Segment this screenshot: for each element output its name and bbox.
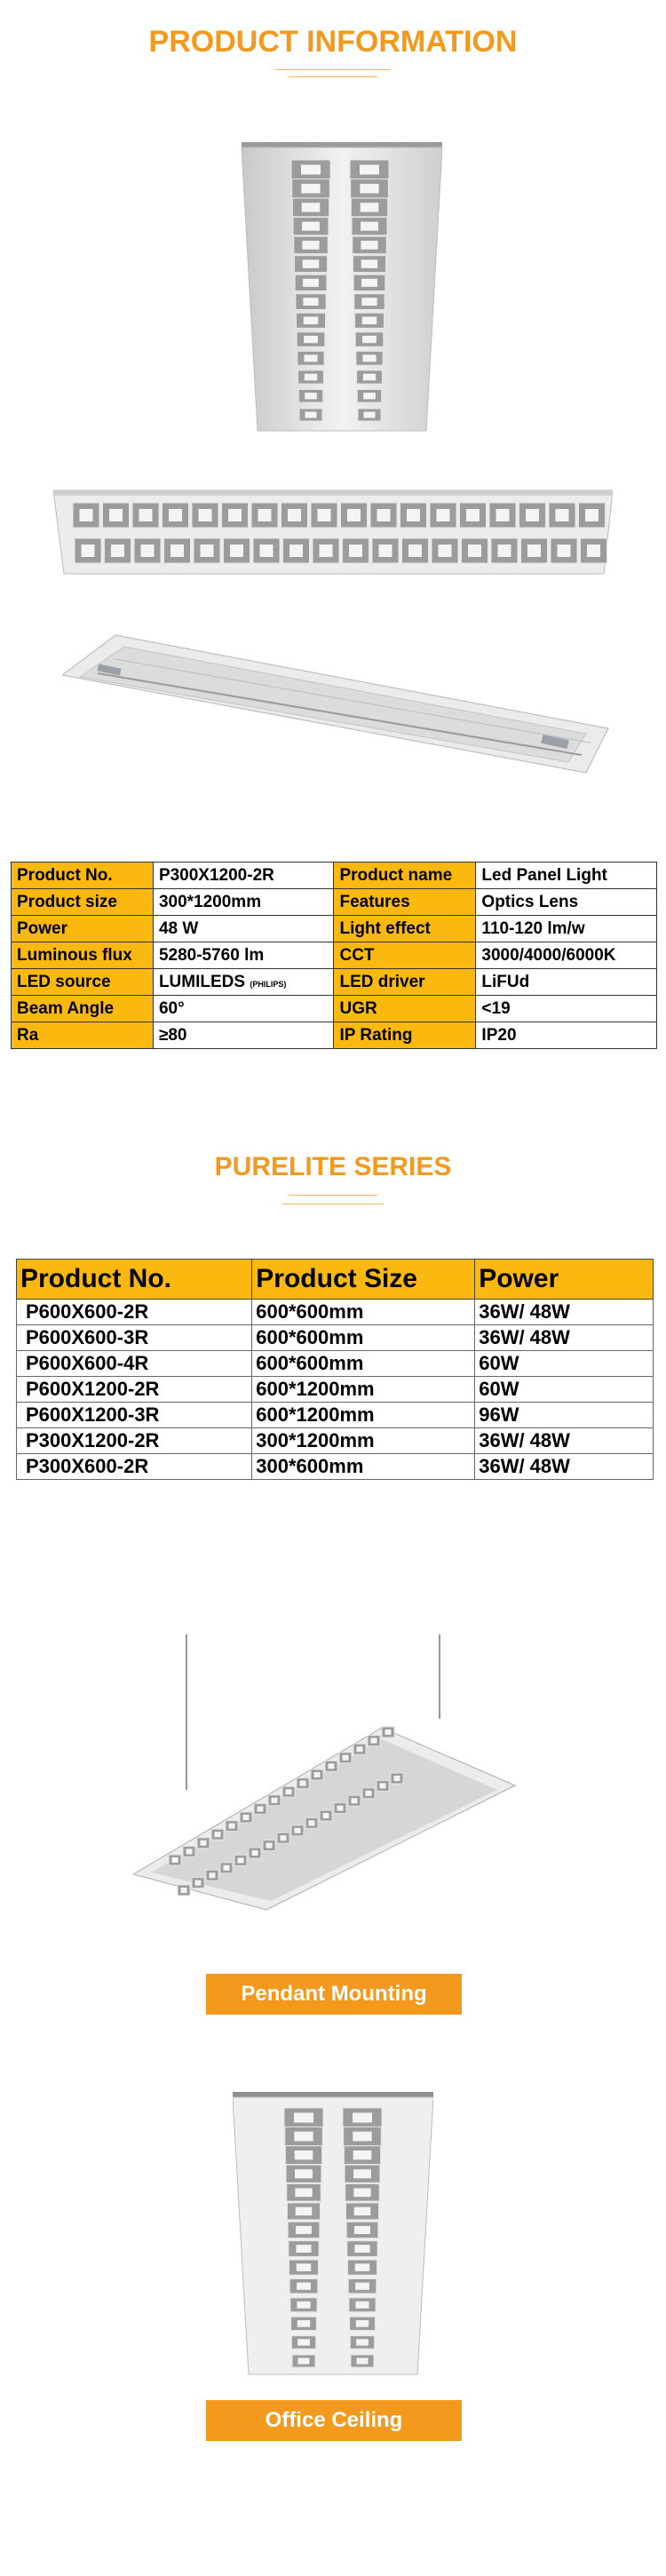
spec-value: IP20 bbox=[476, 1022, 657, 1049]
spec-label: Ra bbox=[12, 1022, 154, 1049]
product-image-panel-angled bbox=[62, 613, 613, 782]
product-image-panel-vertical bbox=[240, 142, 444, 435]
spec-label: CCT bbox=[334, 942, 476, 969]
spec-value: ≥80 bbox=[153, 1022, 334, 1049]
spec-label: IP Rating bbox=[334, 1022, 476, 1049]
spec-label: Features bbox=[334, 889, 476, 916]
spec-value: <19 bbox=[476, 996, 657, 1022]
spec-value: 5280-5760 lm bbox=[153, 942, 334, 969]
series-row bbox=[17, 1428, 654, 1454]
series-cell: P600X1200-2R bbox=[17, 1377, 252, 1403]
spec-row bbox=[12, 1022, 657, 1049]
caption-pendant-mounting: Pendant Mounting bbox=[206, 1974, 462, 2015]
spec-row bbox=[12, 942, 657, 969]
series-cell: P600X600-4R bbox=[17, 1351, 252, 1377]
caption-office-ceiling: Office Ceiling bbox=[206, 2400, 462, 2441]
spec-row bbox=[12, 996, 657, 1022]
spec-label: LED driver bbox=[334, 969, 476, 996]
series-row bbox=[17, 1325, 654, 1351]
section-title-product-information: PRODUCT INFORMATION bbox=[148, 25, 518, 59]
spec-row bbox=[12, 969, 657, 996]
series-row bbox=[17, 1351, 654, 1377]
spec-label: Luminous flux bbox=[12, 942, 154, 969]
product-image-office-ceiling bbox=[233, 2092, 433, 2376]
series-cell: 96W bbox=[475, 1403, 654, 1428]
series-column-header: Power bbox=[475, 1260, 654, 1300]
spec-value: Optics Lens bbox=[476, 889, 657, 916]
series-cell: P600X600-3R bbox=[17, 1325, 252, 1351]
section-title-purelite-series: PURELITE SERIES bbox=[214, 1152, 452, 1181]
series-row bbox=[17, 1377, 654, 1403]
series-column-header: Product No. bbox=[17, 1260, 252, 1300]
spec-label: Product size bbox=[12, 889, 154, 916]
spec-label: Power bbox=[12, 916, 154, 942]
series-cell: P600X1200-3R bbox=[17, 1403, 252, 1428]
series-cell: 600*600mm bbox=[252, 1325, 475, 1351]
spec-value: LUMILEDS (PHILIPS) bbox=[153, 969, 334, 996]
series-cell: 600*1200mm bbox=[252, 1377, 475, 1403]
series-cell: 36W/ 48W bbox=[475, 1300, 654, 1325]
series-column-header: Product Size bbox=[252, 1260, 475, 1300]
spec-label: Beam Angle bbox=[12, 996, 154, 1022]
spec-row bbox=[12, 863, 657, 889]
spec-value: 60° bbox=[153, 996, 334, 1022]
series-cell: 60W bbox=[475, 1351, 654, 1377]
series-cell: 300*600mm bbox=[252, 1454, 475, 1480]
spec-value: Led Panel Light bbox=[476, 863, 657, 889]
spec-value: 48 W bbox=[153, 916, 334, 942]
series-cell: 60W bbox=[475, 1377, 654, 1403]
title-underline bbox=[0, 1195, 666, 1212]
spec-label: Light effect bbox=[334, 916, 476, 942]
spec-row bbox=[12, 916, 657, 942]
product-image-pendant bbox=[124, 1634, 542, 1919]
series-row bbox=[17, 1454, 654, 1480]
series-cell: 300*1200mm bbox=[252, 1428, 475, 1454]
spec-value: P300X1200-2R bbox=[153, 863, 334, 889]
series-cell: 600*600mm bbox=[252, 1351, 475, 1377]
spec-value-note: (PHILIPS) bbox=[250, 979, 287, 989]
spec-label: UGR bbox=[334, 996, 476, 1022]
series-cell: 36W/ 48W bbox=[475, 1325, 654, 1351]
series-cell: 600*1200mm bbox=[252, 1403, 475, 1428]
series-cell: P300X1200-2R bbox=[17, 1428, 252, 1454]
spec-label: LED source bbox=[12, 969, 154, 996]
spec-value: 3000/4000/6000K bbox=[476, 942, 657, 969]
series-cell: P300X600-2R bbox=[17, 1454, 252, 1480]
spec-value: 110-120 lm/w bbox=[476, 916, 657, 942]
spec-label: Product name bbox=[334, 863, 476, 889]
series-cell: P600X600-2R bbox=[17, 1300, 252, 1325]
spec-row bbox=[12, 889, 657, 916]
product-spec-table bbox=[11, 862, 657, 1049]
series-cell: 600*600mm bbox=[252, 1300, 475, 1325]
series-row bbox=[17, 1403, 654, 1428]
spec-value: 300*1200mm bbox=[153, 889, 334, 916]
spec-value: LiFUd bbox=[476, 969, 657, 996]
title-underline bbox=[0, 69, 666, 87]
series-cell: 36W/ 48W bbox=[475, 1454, 654, 1480]
series-row bbox=[17, 1300, 654, 1325]
product-image-panel-horizontal bbox=[53, 489, 613, 577]
series-cell: 36W/ 48W bbox=[475, 1428, 654, 1454]
spec-label: Product No. bbox=[12, 863, 154, 889]
series-table bbox=[16, 1259, 654, 1480]
